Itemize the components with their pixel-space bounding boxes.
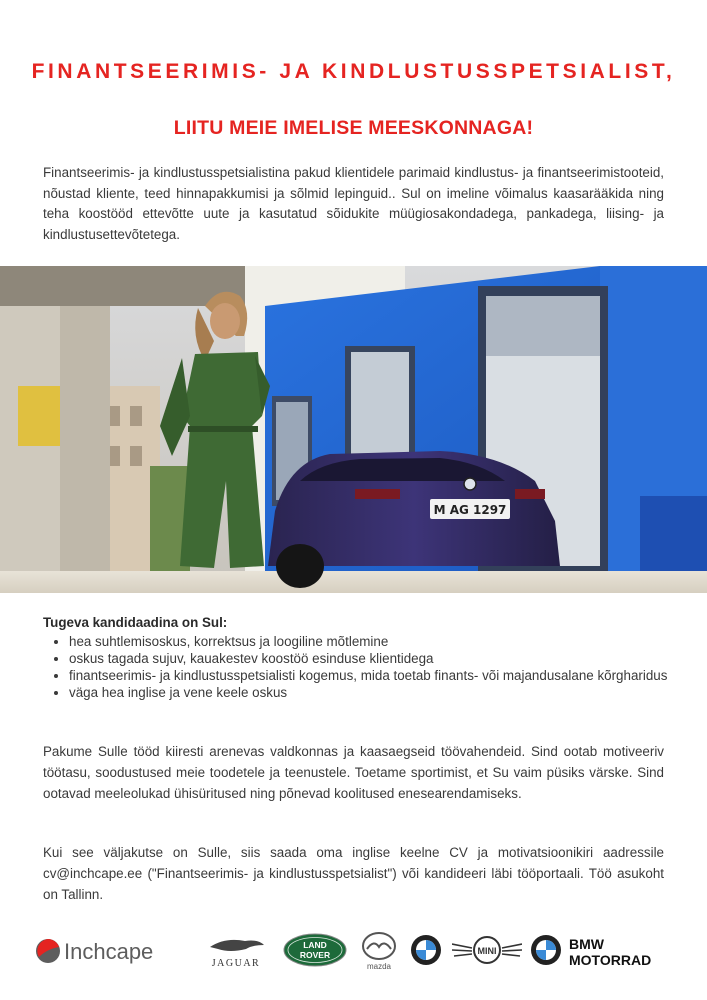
mini-logo-text: MINI: [477, 946, 497, 956]
bmw-logo: [410, 934, 442, 971]
list-item: • oskus tagada sujuv, kauakestev koostöö esinduse klientidega: [69, 650, 673, 667]
mini-logo: [452, 935, 522, 970]
candidate-section: [43, 615, 673, 701]
license-plate-text: M AG 1297: [433, 503, 507, 517]
page-subtitle: LIITU MEIE IMELISE MEESKONNAGA!: [173, 117, 534, 139]
bmw-motorrad-line1: BMW: [569, 936, 604, 952]
intro-paragraph: Finantseerimis- ja kindlustusspetsialistina pakud klientidele parimaid kindlustus- ja finantseerimistooteid, nõustad kliente, teed hinnapakkumisi ja sõlmid lepinguid.. Sul on imeline võimalus kaasarääkida ning teha koostööd ettevõtte uute ja kasutatud sõidukite müügiosakondadega, pankadega, liising- ja kindlustusettevõtetega.: [43, 165, 664, 242]
candidate-list: [43, 633, 673, 701]
inchcape-logo: [35, 935, 175, 972]
candidate-title: Tugeva kandidaadina on Sul:: [43, 615, 228, 630]
jaguar-logo-text: JAGUAR: [211, 958, 261, 969]
landrover-logo-line1: LAND: [303, 940, 327, 950]
list-item: • finantseerimis- ja kindlustusspetsialisti kogemus, mida toetab finants- või majandusalane kõrgharidus: [69, 667, 673, 684]
offer-paragraph: Pakume Sulle tööd kiiresti arenevas valdkonnas ja kaasaegseid töövahendeid. Sind ootab motiveeriv töötasu, soodustused meie toodetele ja teenustele. Toetame sportimist, et Su vaim püsiks värske. Sind ootavad meeleolukad ühisüritused ning põnevad koolitused enesearendamiseks.: [43, 744, 664, 801]
list-item: • väga hea inglise ja vene keele oskus: [69, 684, 673, 701]
jaguar-logo: [200, 933, 272, 974]
list-item: • hea suhtlemisoskus, korrektsus ja loogiline mõtlemine: [69, 633, 673, 650]
hero-image: [0, 266, 707, 593]
mazda-logo-text: mazda: [366, 962, 392, 971]
mazda-logo: [358, 931, 400, 976]
page-title: FINANTSEERIMIS- JA KINDLUSTUSSPETSIALIST,: [31, 60, 676, 83]
hero-illustration: [0, 266, 707, 593]
landrover-logo: [283, 933, 347, 972]
landrover-logo-line2: ROVER: [299, 950, 331, 960]
bmw-motorrad-line2: MOTORRAD: [569, 952, 652, 968]
bmw-motorrad-logo: [530, 934, 680, 973]
apply-paragraph: Kui see väljakutse on Sulle, siis saada oma inglise keelne CV ja motivatsioonikiri aadressile cv@inchcape.ee ("Finantseerimis- ja kindlustusspetsialist") või kandideeri läbi tööportaali. Töö asukoht on Tallinn.: [43, 845, 664, 902]
inchcape-logo-text: Inchcape: [64, 939, 154, 964]
brand-logos: [0, 925, 707, 975]
